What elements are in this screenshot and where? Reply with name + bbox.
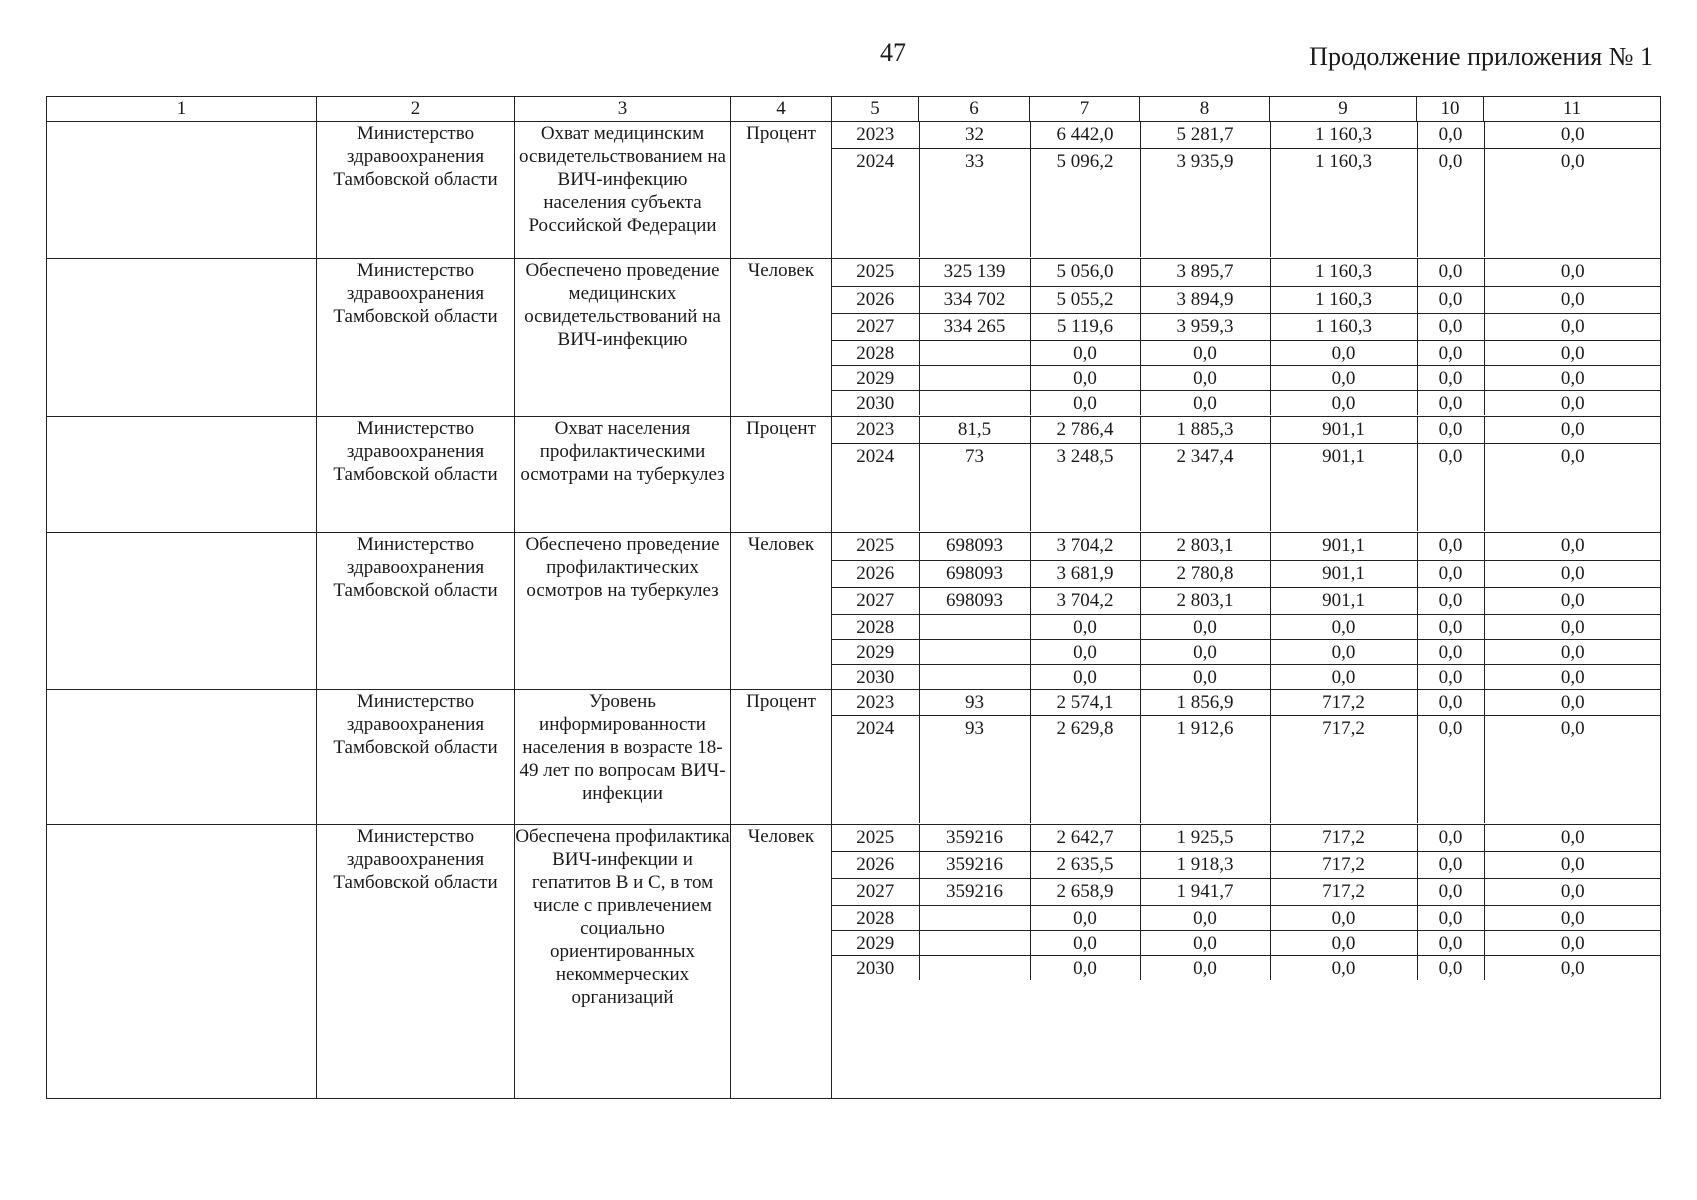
unit-cell: Человек [731,533,832,690]
value-cell: 334 702 [919,286,1030,313]
value-cell: 1 912,6 [1140,716,1270,823]
value-cell: 717,2 [1270,690,1417,716]
value-cell: 0,0 [1030,906,1140,931]
value-cell: 0,0 [1417,879,1484,906]
value-cell: 0,0 [1417,587,1484,614]
value-cell: 0,0 [1140,340,1270,365]
col1-cell [47,533,317,690]
year-cell: 2025 [832,259,919,286]
value-cell: 1 160,3 [1270,148,1417,257]
value-cell: 0,0 [1484,313,1661,340]
value-cell: 0,0 [1417,825,1484,852]
year-cell: 2030 [832,664,919,689]
value-cell: 2 629,8 [1030,716,1140,823]
value-cell: 0,0 [1140,639,1270,664]
unit-cell: Процент [731,122,832,259]
indicator-block [47,689,1661,824]
value-cell: 0,0 [1140,956,1270,981]
value-cell: 0,0 [1417,931,1484,956]
value-cell: 0,0 [1417,639,1484,664]
value-cell: 0,0 [1417,122,1484,148]
value-cell: 0,0 [1484,690,1661,716]
yearly-values-table [832,417,1661,531]
value-cell: 0,0 [1417,956,1484,981]
year-row [832,443,1661,531]
program-table [46,96,1661,1099]
value-cell: 0,0 [1560,718,1585,739]
description-cell: Обеспечена профилактика ВИЧ-инфекции и гепатитов В и С, в том числе с привлечением социально ориентированных некоммерческих организаций [515,824,731,1098]
year-row [832,825,1661,852]
value-cell: 0,0 [1560,445,1585,467]
value-cell: 0,0 [1030,639,1140,664]
value-cell: 0,0 [1270,956,1417,981]
header-cell: 5 [832,97,919,122]
value-cell: 5 281,7 [1140,122,1270,148]
value-cell: 0,0 [1484,852,1661,879]
value-cell: 0,0 [1030,614,1140,639]
value-cell: 5 096,2 [1030,148,1140,257]
header-cell: 1 [47,97,317,122]
value-cell: 0,0 [1484,533,1661,560]
header-row [47,97,1661,122]
value-cell: 0,0 [1417,443,1484,531]
value-cell: 93 [919,716,1030,823]
col1-cell [47,122,317,259]
value-cell [919,956,1030,981]
unit-cell: Процент [731,689,832,824]
value-cell: 0,0 [1270,390,1417,415]
value-cell: 901,1 [1270,533,1417,560]
year-cell: 2026 [832,560,919,587]
value-cell: 1 918,3 [1140,852,1270,879]
value-cell: 0,0 [1560,666,1585,688]
year-row [832,340,1661,365]
year-cell: 2024 [832,443,919,531]
year-row [832,852,1661,879]
value-cell: 717,2 [1270,879,1417,906]
value-cell: 0,0 [1484,365,1661,390]
value-cell: 0,0 [1484,587,1661,614]
year-row [832,286,1661,313]
year-row [832,639,1661,664]
value-cell: 1 941,7 [1140,879,1270,906]
header-cell: 2 [317,97,515,122]
header-cell: 4 [731,97,832,122]
value-cell: 0,0 [1140,390,1270,415]
year-row [832,390,1661,415]
value-cell: 359216 [919,879,1030,906]
ministry-cell: Министерство здравоохранения Тамбовской области [317,689,515,824]
year-row [832,148,1661,257]
value-cell: 0,0 [1484,122,1661,148]
year-row [832,716,1661,823]
year-cell: 2027 [832,313,919,340]
value-cell: 1 160,3 [1270,286,1417,313]
value-cell: 3 959,3 [1140,313,1270,340]
year-cell: 2023 [832,122,919,148]
year-row [832,879,1661,906]
value-cell: 0,0 [1270,614,1417,639]
value-cell: 0,0 [1030,390,1140,415]
description-cell: Охват населения профилактическими осмотрами на туберкулез [515,417,731,533]
value-cell: 0,0 [1140,365,1270,390]
value-cell: 32 [919,122,1030,148]
value-cell: 3 935,9 [1140,148,1270,257]
value-cell: 0,0 [1484,825,1661,852]
value-cell: 0,0 [1484,286,1661,313]
value-cell: 0,0 [1484,417,1661,443]
year-row [832,533,1661,560]
description-cell: Обеспечено проведение медицинских освидетельствований на ВИЧ-инфекцию [515,259,731,417]
value-cell: 0,0 [1417,340,1484,365]
value-cell: 0,0 [1270,365,1417,390]
year-cell: 2026 [832,286,919,313]
description-cell: Охват медицинским освидетельствованием на ВИЧ-инфекцию населения субъекта Российской Федерации [515,122,731,259]
year-row [832,906,1661,931]
value-cell: 0,0 [1417,533,1484,560]
value-cell: 698093 [919,587,1030,614]
value-cell: 0,0 [1417,390,1484,415]
value-cell: 6 442,0 [1030,122,1140,148]
value-cell: 0,0 [1270,340,1417,365]
value-cell: 0,0 [1484,614,1661,639]
value-cell: 1 160,3 [1270,122,1417,148]
value-cell: 73 [919,443,1030,531]
value-cell: 0,0 [1270,639,1417,664]
yearly-values [832,689,1661,824]
unit-cell: Человек [731,824,832,1098]
value-cell: 3 681,9 [1030,560,1140,587]
yearly-values-table [832,533,1661,689]
description-cell: Уровень информированности населения в возрасте 18-49 лет по вопросам ВИЧ-инфекции [515,689,731,824]
value-cell: 698093 [919,533,1030,560]
col1-cell [47,689,317,824]
year-cell: 2024 [832,716,919,823]
year-row [832,664,1661,689]
value-cell: 5 119,6 [1030,313,1140,340]
year-cell: 2027 [832,879,919,906]
unit-cell: Человек [731,259,832,417]
header-cell: 6 [919,97,1030,122]
header-cell: 11 [1484,97,1661,122]
page-number: 47 [880,38,906,67]
value-cell: 0,0 [1140,906,1270,931]
year-cell: 2027 [832,587,919,614]
indicator-block [47,824,1661,1098]
yearly-values [832,533,1661,690]
year-cell: 2030 [832,390,919,415]
year-row [832,122,1661,148]
value-cell: 2 574,1 [1030,690,1140,716]
value-cell: 0,0 [1484,906,1661,931]
value-cell: 0,0 [1417,417,1484,443]
value-cell: 0,0 [1030,340,1140,365]
value-cell: 325 139 [919,259,1030,286]
indicator-block [47,122,1661,259]
indicator-block [47,533,1661,690]
value-cell: 2 658,9 [1030,879,1140,906]
value-cell: 0,0 [1417,313,1484,340]
indicator-block [47,259,1661,417]
value-cell: 3 894,9 [1140,286,1270,313]
year-row [832,614,1661,639]
value-cell: 334 265 [919,313,1030,340]
value-cell: 0,0 [1417,852,1484,879]
ministry-cell: Министерство здравоохранения Тамбовской области [317,417,515,533]
value-cell: 0,0 [1560,392,1585,414]
yearly-values-table [832,259,1661,415]
value-cell: 0,0 [1484,259,1661,286]
value-cell: 5 056,0 [1030,259,1140,286]
value-cell: 0,0 [1030,664,1140,689]
year-cell: 2026 [832,852,919,879]
year-cell: 2023 [832,690,919,716]
value-cell: 3 248,5 [1030,443,1140,531]
year-row [832,956,1661,981]
value-cell: 5 055,2 [1030,286,1140,313]
value-cell: 2 780,8 [1140,560,1270,587]
value-cell [919,639,1030,664]
value-cell: 0,0 [1270,664,1417,689]
value-cell: 901,1 [1270,587,1417,614]
value-cell: 2 635,5 [1030,852,1140,879]
value-cell [919,906,1030,931]
value-cell [919,614,1030,639]
ministry-cell: Министерство здравоохранения Тамбовской области [317,824,515,1098]
year-cell: 2029 [832,931,919,956]
value-cell: 2 803,1 [1140,533,1270,560]
year-cell: 2030 [832,956,919,981]
year-cell: 2028 [832,906,919,931]
year-row [832,931,1661,956]
value-cell: 0,0 [1270,906,1417,931]
value-cell: 0,0 [1484,639,1661,664]
value-cell: 0,0 [1417,365,1484,390]
value-cell [919,390,1030,415]
value-cell: 0,0 [1560,150,1585,172]
value-cell: 0,0 [1140,664,1270,689]
year-cell: 2029 [832,365,919,390]
value-cell: 2 347,4 [1140,443,1270,531]
header-cell: 3 [515,97,731,122]
value-cell: 359216 [919,825,1030,852]
year-cell: 2025 [832,533,919,560]
value-cell: 0,0 [1140,614,1270,639]
yearly-values [832,259,1661,417]
value-cell: 0,0 [1417,259,1484,286]
value-cell: 3 704,2 [1030,587,1140,614]
value-cell: 1 885,3 [1140,417,1270,443]
value-cell: 717,2 [1270,852,1417,879]
year-cell: 2024 [832,148,919,257]
year-cell: 2028 [832,614,919,639]
ministry-cell: Министерство здравоохранения Тамбовской области [317,122,515,259]
col1-cell [47,417,317,533]
header-cell: 8 [1140,97,1270,122]
value-cell: 0,0 [1560,958,1585,979]
value-cell: 0,0 [1484,340,1661,365]
value-cell: 359216 [919,852,1030,879]
value-cell: 0,0 [1484,560,1661,587]
value-cell: 1 856,9 [1140,690,1270,716]
value-cell: 901,1 [1270,560,1417,587]
value-cell [919,340,1030,365]
value-cell: 717,2 [1270,825,1417,852]
value-cell: 717,2 [1270,716,1417,823]
ministry-cell: Министерство здравоохранения Тамбовской области [317,533,515,690]
value-cell: 0,0 [1484,931,1661,956]
value-cell [919,365,1030,390]
yearly-values [832,824,1661,1098]
indicator-block [47,417,1661,533]
value-cell: 2 803,1 [1140,587,1270,614]
value-cell: 0,0 [1484,879,1661,906]
value-cell: 0,0 [1030,956,1140,981]
value-cell: 0,0 [1417,286,1484,313]
value-cell: 0,0 [1270,931,1417,956]
year-row [832,587,1661,614]
header-cell: 10 [1417,97,1484,122]
year-row [832,259,1661,286]
yearly-values-table [832,825,1661,981]
value-cell: 0,0 [1417,690,1484,716]
year-row [832,365,1661,390]
col1-cell [47,824,317,1098]
value-cell: 901,1 [1270,417,1417,443]
value-cell: 0,0 [1417,148,1484,257]
value-cell [919,664,1030,689]
yearly-values-table [832,122,1661,257]
value-cell: 698093 [919,560,1030,587]
value-cell: 3 895,7 [1140,259,1270,286]
year-row [832,560,1661,587]
value-cell: 2 786,4 [1030,417,1140,443]
value-cell: 0,0 [1417,614,1484,639]
value-cell: 1 160,3 [1270,259,1417,286]
ministry-cell: Министерство здравоохранения Тамбовской области [317,259,515,417]
value-cell: 0,0 [1140,931,1270,956]
col1-cell [47,259,317,417]
value-cell: 0,0 [1030,365,1140,390]
value-cell: 0,0 [1417,560,1484,587]
yearly-values [832,417,1661,533]
value-cell [919,931,1030,956]
value-cell: 81,5 [919,417,1030,443]
appendix-note: Продолжение приложения № 1 [1309,42,1653,71]
value-cell: 0,0 [1417,664,1484,689]
header-cell: 7 [1030,97,1140,122]
year-cell: 2028 [832,340,919,365]
year-row [832,690,1661,716]
year-cell: 2029 [832,639,919,664]
header-cell: 9 [1270,97,1417,122]
value-cell: 0,0 [1030,931,1140,956]
value-cell: 0,0 [1417,716,1484,823]
year-cell: 2023 [832,417,919,443]
yearly-values [832,122,1661,259]
value-cell: 1 160,3 [1270,313,1417,340]
value-cell: 901,1 [1270,443,1417,531]
yearly-values-table [832,690,1661,823]
value-cell: 1 925,5 [1140,825,1270,852]
unit-cell: Процент [731,417,832,533]
year-row [832,313,1661,340]
value-cell: 0,0 [1417,906,1484,931]
value-cell: 2 642,7 [1030,825,1140,852]
description-cell: Обеспечено проведение профилактических осмотров на туберкулез [515,533,731,690]
year-cell: 2025 [832,825,919,852]
value-cell: 93 [919,690,1030,716]
value-cell: 33 [919,148,1030,257]
value-cell: 3 704,2 [1030,533,1140,560]
year-row [832,417,1661,443]
